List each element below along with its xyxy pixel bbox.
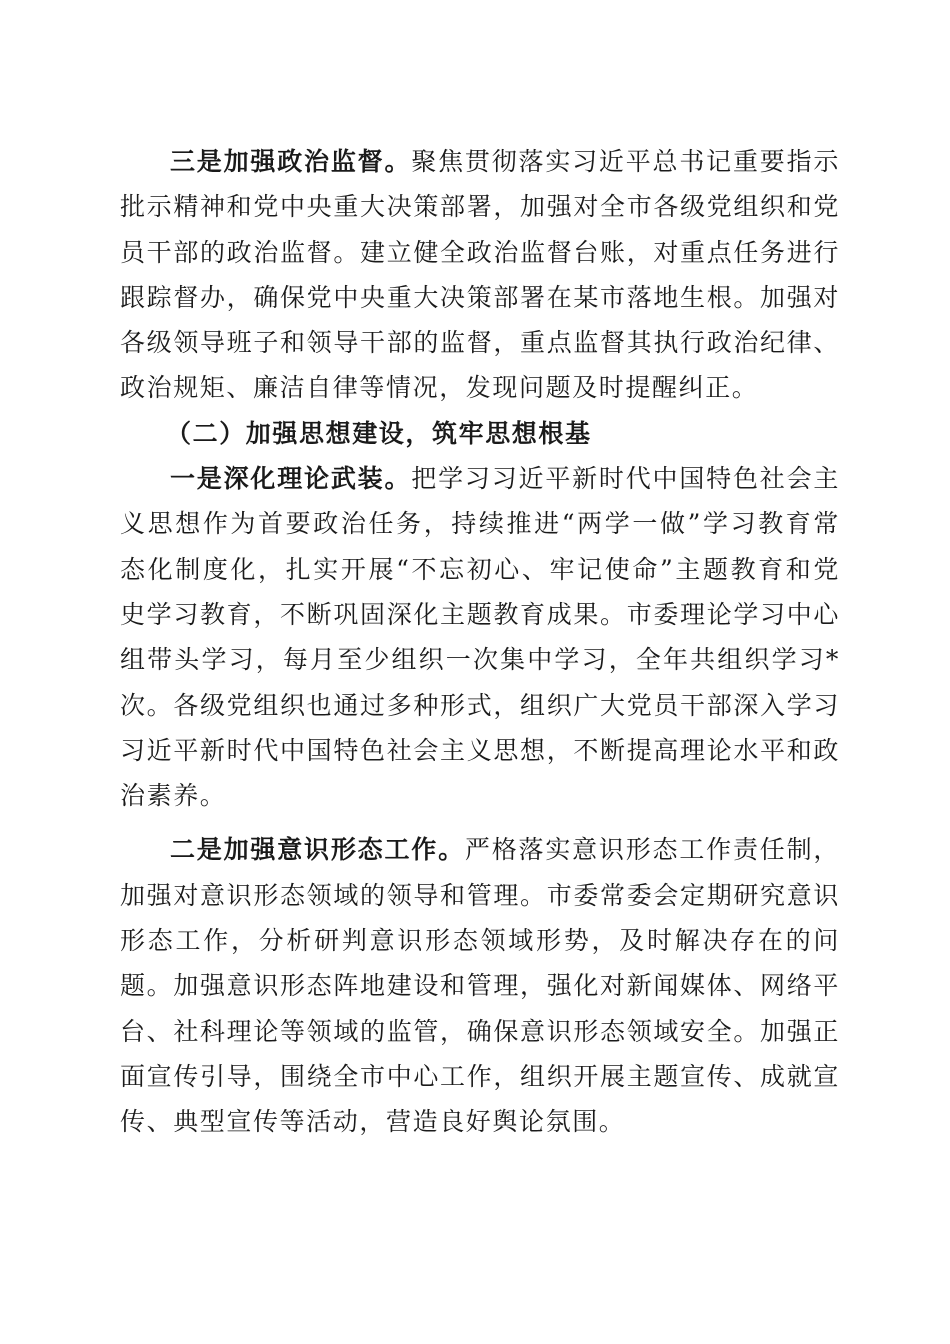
paragraph-text: 聚焦贯彻落实习近平总书记重要指示批示精神和党中央重大决策部署，加强对全市各级党组织和党员干部的政治监督。建立健全政治监督台账，对重点任务进行跟踪督办，确保党中央重大决策部署在某市落地生根。加强对各级领导班子和领导干部的监督，重点监督其执行政治纪律、政治规矩、廉洁自律等情况，发现问题及时提醒纠正。 [120, 147, 840, 403]
paragraph-text: 把学习习近平新时代中国特色社会主义思想作为首要政治任务，持续推进“两学一做”学习教育常态化制度化，扎实开展“不忘初心、牢记使命”主题教育和党史学习教育，不断巩固深化主题教育成果。市委理论学习中心组带头学习，每月至少组织一次集中学习，全年共组织学习*次。各级党组织也通过多种形式，组织广大党员干部深入学习习近平新时代中国特色社会主义思想，不断提高理论水平和政治素养。 [120, 464, 840, 811]
paragraph-lead: 一是深化理论武装。 [170, 464, 412, 494]
paragraph-text: 严格落实意识形态工作责任制，加强对意识形态领域的领导和管理。市委常委会定期研究意识形态工作，分析研判意识形态领域形势，及时解决存在的问题。加强意识形态阵地建设和管理，强化对新闻媒体、网络平台、社科理论等领域的监管，确保意识形态领域安全。加强正面宣传引导，围绕全市中心工作，组织开展主题宣传、成就宣传、典型宣传等活动，营造良好舆论氛围。 [120, 835, 840, 1137]
section-heading: （二）加强思想建设，筑牢思想根基 [166, 418, 592, 448]
paragraph-theory-arming [120, 456, 840, 818]
paragraph-political-supervision [120, 139, 840, 411]
paragraph-lead: 二是加强意识形态工作。 [170, 835, 465, 865]
paragraph-ideology-work [120, 827, 840, 1144]
document-body [120, 139, 840, 1145]
paragraph-lead: 三是加强政治监督。 [170, 147, 412, 176]
